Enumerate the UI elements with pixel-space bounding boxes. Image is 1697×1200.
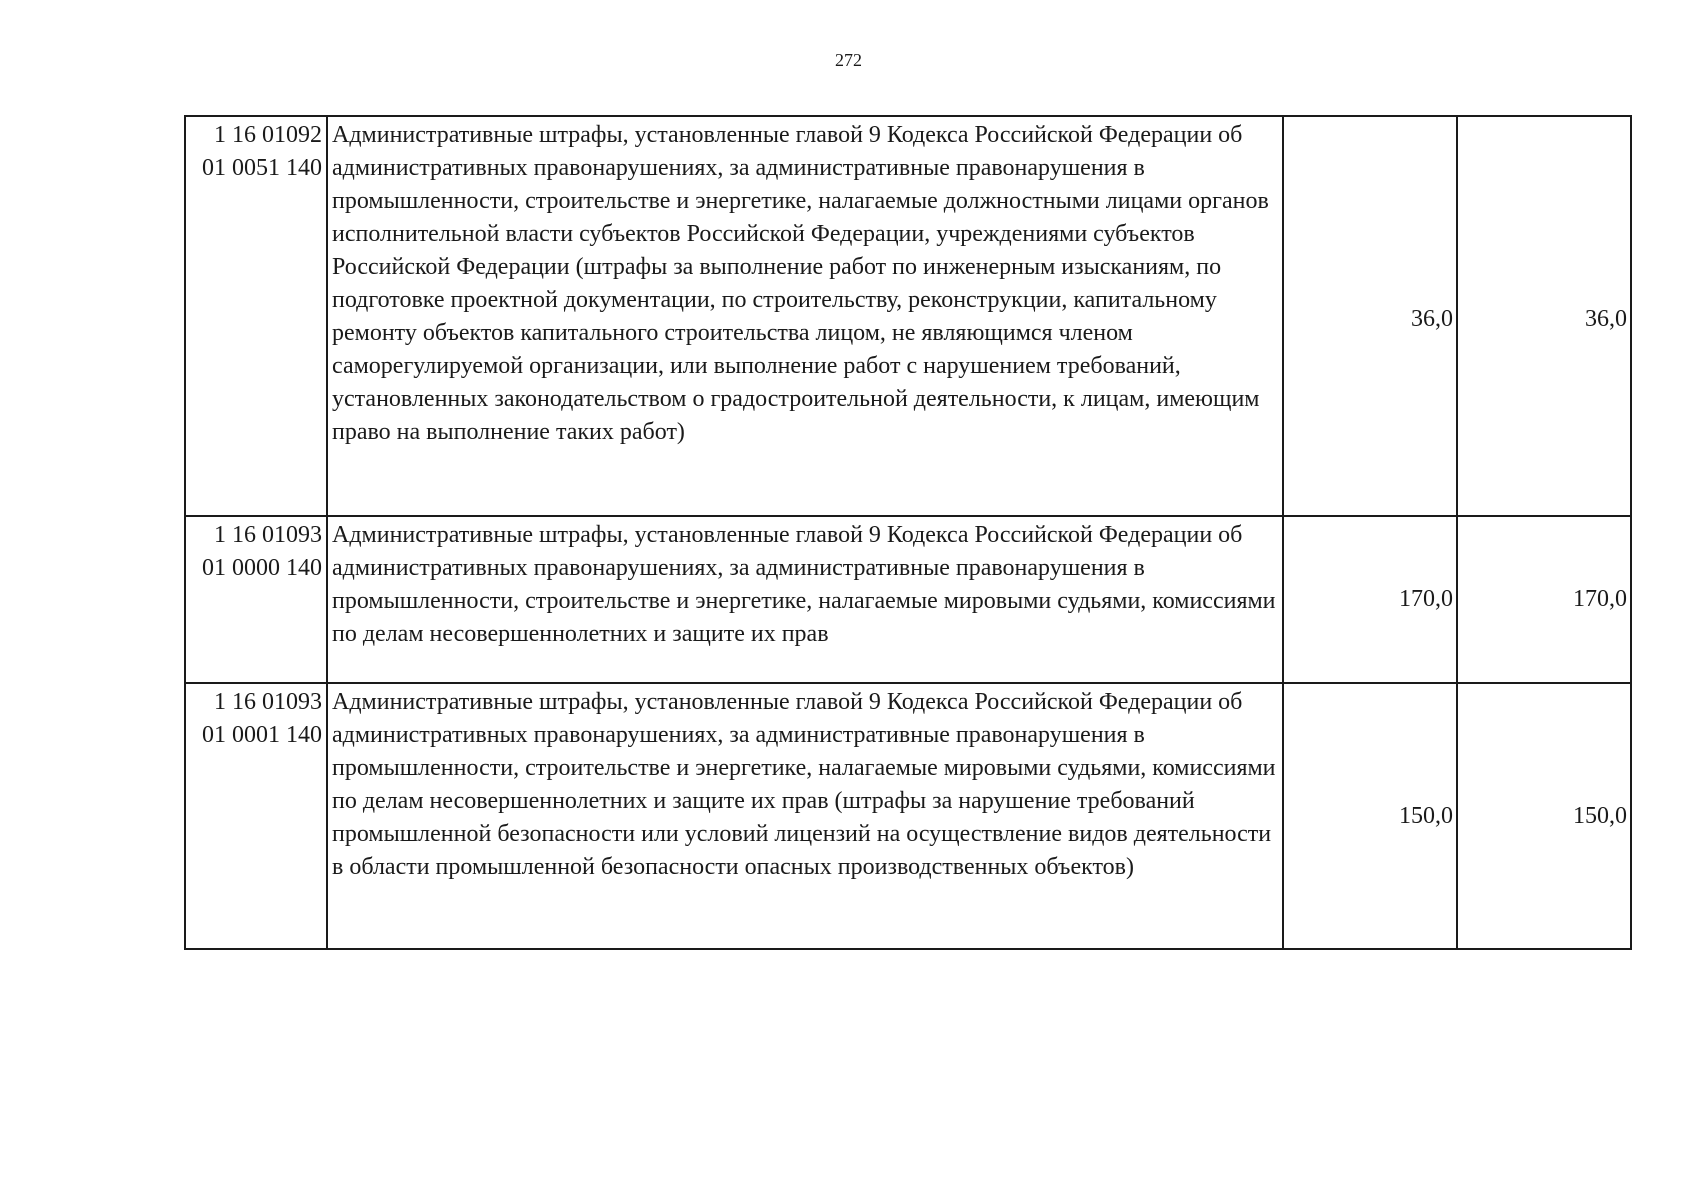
classification-code-cell	[185, 683, 327, 949]
description-cell: Административные штрафы, установленные главой 9 Кодекса Российской Федерации об административных правонарушениях, за административные правонарушения в промышленности, строительстве и энергетике, налагаемые мировыми судьями, комиссиями по делам несовершеннолетних и защите их прав (штрафы за нарушение требований промышленной безопасности или условий лицензий на осуществление видов деятельности в области промышленной безопасности опасных производственных объектов)	[327, 683, 1283, 949]
amount-cell-1	[1283, 683, 1457, 949]
code-line: 01 0051 140	[202, 155, 322, 181]
amount-value: 170,0	[1399, 586, 1453, 612]
table-row	[185, 683, 1631, 949]
description-cell: Административные штрафы, установленные главой 9 Кодекса Российской Федерации об административных правонарушениях, за административные правонарушения в промышленности, строительстве и энергетике, налагаемые мировыми судьями, комиссиями по делам несовершеннолетних и защите их прав	[327, 516, 1283, 683]
description-cell: Административные штрафы, установленные главой 9 Кодекса Российской Федерации об административных правонарушениях, за административные правонарушения в промышленности, строительстве и энергетике, налагаемые должностными лицами органов исполнительной власти субъектов Российской Федерации, учреждениями субъектов Российской Федерации (штрафы за выполнение работ по инженерным изысканиям, по подготовке проектной документации, по строительству, реконструкции, капитальному ремонту объектов капитального строительства лицом, не являющимся членом саморегулируемой организации, или выполнение работ с нарушением требований, установленных законодательством о градостроительной деятельности, к лицам, имеющим право на выполнение таких работ)	[327, 116, 1283, 516]
code-line: 01 0001 140	[202, 722, 322, 748]
classification-code-cell	[185, 116, 327, 516]
amount-cell-2	[1457, 683, 1631, 949]
amount-cell-1	[1283, 516, 1457, 683]
amount-value: 36,0	[1411, 306, 1453, 332]
budget-table	[184, 115, 1632, 950]
code-line: 01 0000 140	[202, 555, 322, 581]
code-line: 1 16 01093	[214, 522, 322, 548]
table-row	[185, 516, 1631, 683]
amount-value: 36,0	[1585, 306, 1627, 332]
amount-cell-1	[1283, 116, 1457, 516]
amount-value: 150,0	[1573, 803, 1627, 829]
table-row	[185, 116, 1631, 516]
page-number: 272	[835, 50, 862, 70]
classification-code-cell	[185, 516, 327, 683]
code-line: 1 16 01093	[214, 689, 322, 715]
code-line: 1 16 01092	[214, 122, 322, 148]
amount-value: 150,0	[1399, 803, 1453, 829]
budget-table-body	[185, 116, 1631, 949]
amount-value: 170,0	[1573, 586, 1627, 612]
amount-cell-2	[1457, 516, 1631, 683]
amount-cell-2	[1457, 116, 1631, 516]
